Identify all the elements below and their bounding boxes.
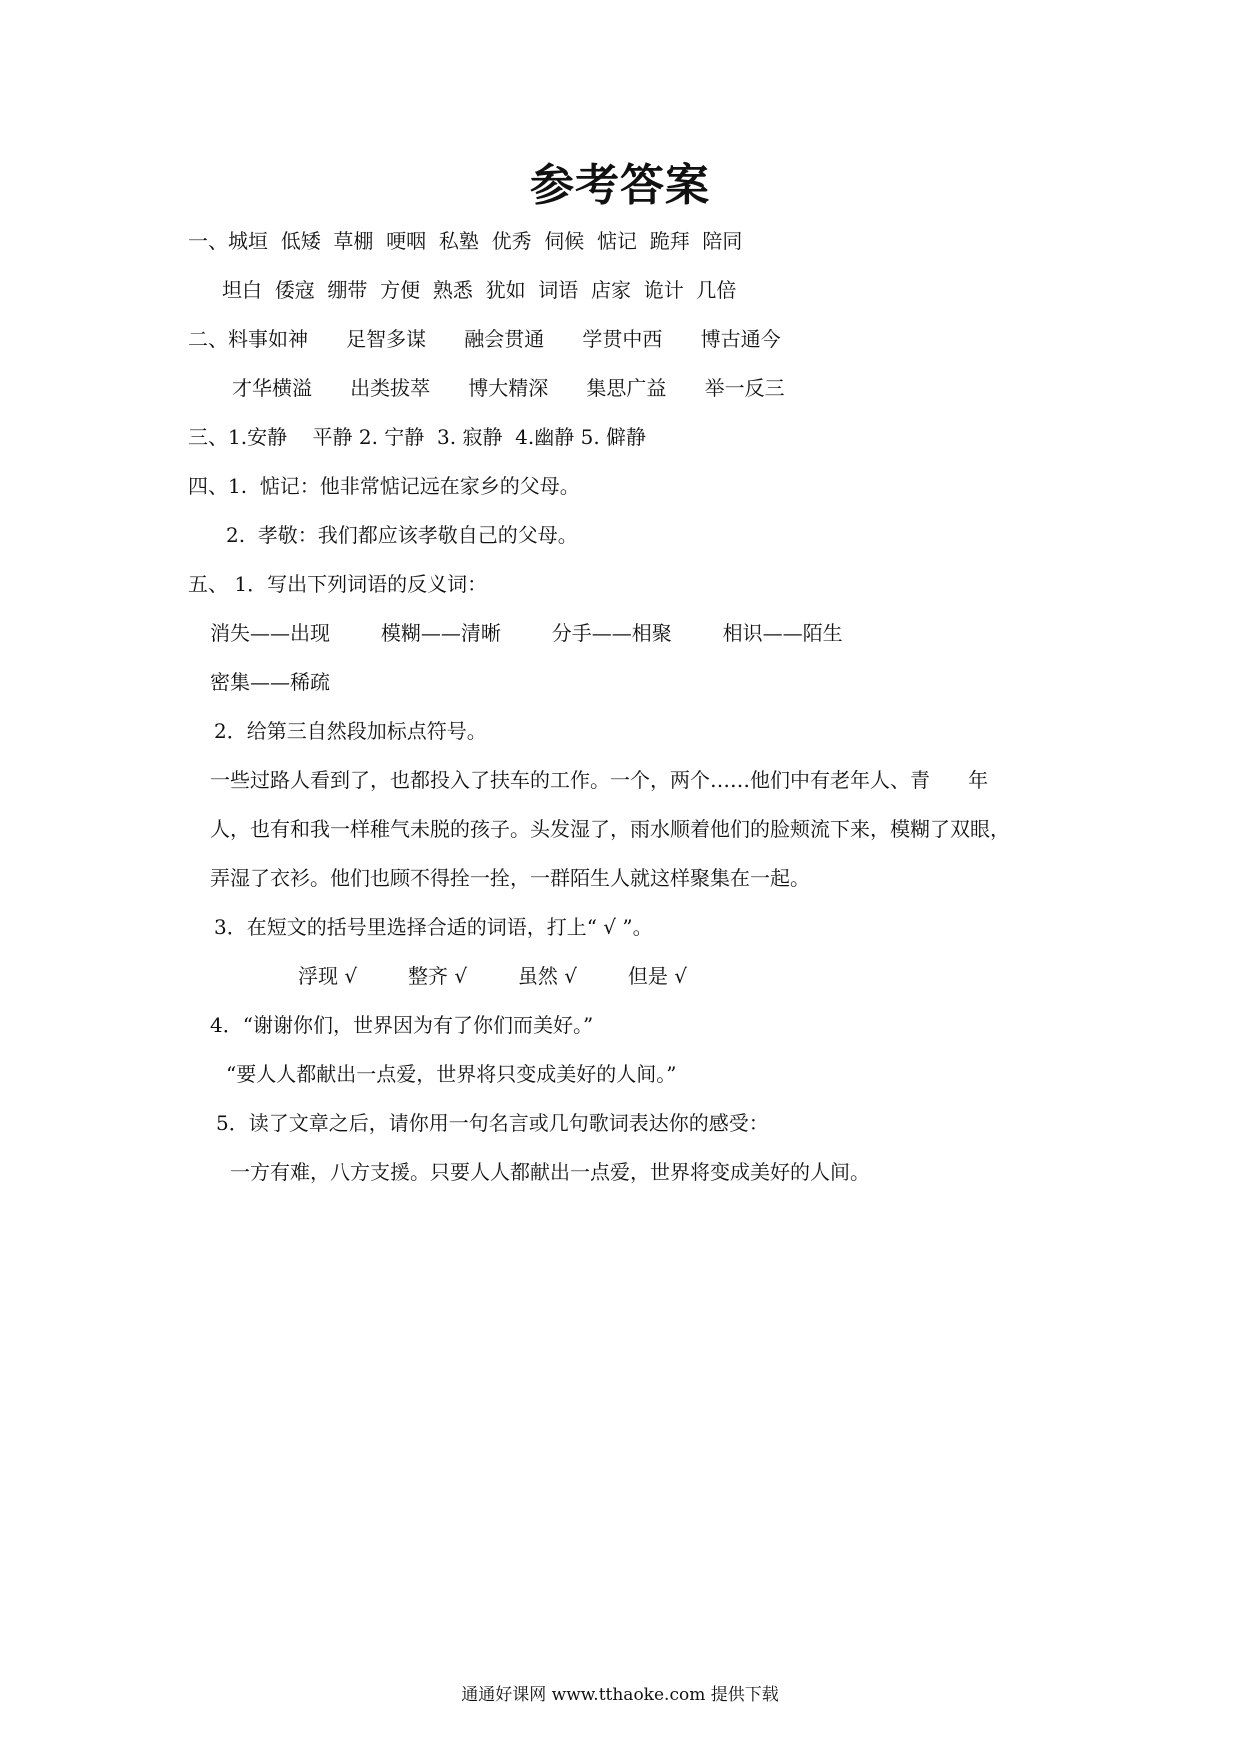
paragraph-line-1: 一些过路人看到了，也都投入了扶车的工作。一个，两个……他们中有老年人、青 年 — [210, 768, 989, 792]
section-2-line-1: 二、料事如神 足智多谋 融会贯通 学贯中西 博古通今 — [188, 327, 781, 351]
section-5-item-5-answer: 一方有难，八方支援。只要人人都献出一点爱，世界将变成美好的人间。 — [230, 1160, 870, 1184]
paragraph-line-2: 人，也有和我一样稚气未脱的孩子。头发湿了，雨水顺着他们的脸颊流下来，模糊了双眼， — [210, 817, 1010, 841]
section-1-line-1: 一、城垣 低矮 草棚 哽咽 私塾 优秀 伺候 惦记 跪拜 陪同 — [188, 229, 743, 253]
section-5-item-3-heading: 3．在短文的括号里选择合适的词语，打上“ √ ”。 — [214, 915, 653, 939]
section-2-line-2: 才华横溢 出类拔萃 博大精深 集思广益 举一反三 — [232, 376, 785, 400]
antonym-line-1: 消失——出现 模糊——清晰 分手——相聚 相识——陌生 — [210, 621, 843, 645]
word-choice-answers: 浮现 √ 整齐 √ 虽然 √ 但是 √ — [298, 964, 687, 988]
section-5-item-5-heading: 5．读了文章之后，请你用一句名言或几句歌词表达你的感受： — [216, 1111, 769, 1135]
antonym-line-2: 密集——稀疏 — [210, 670, 330, 694]
footer-credit: 通通好课网 www.tthaoke.com 提供下载 — [461, 1685, 779, 1705]
paragraph-line-3: 弄湿了衣衫。他们也顾不得拴一拴，一群陌生人就这样聚集在一起。 — [210, 866, 810, 890]
section-1-line-2: 坦白 倭寇 绷带 方便 熟悉 犹如 词语 店家 诡计 几倍 — [222, 278, 737, 302]
section-5-item-2-heading: 2．给第三自然段加标点符号。 — [214, 719, 487, 743]
section-3-line: 三、1.安静 平静 2. 宁静 3. 寂静 4.幽静 5. 僻静 — [188, 425, 647, 449]
section-5-item-4-line-2: “要人人都献出一点爱，世界将只变成美好的人间。” — [226, 1062, 677, 1086]
section-4-item-2: 2. 孝敬：我们都应该孝敬自己的父母。 — [226, 523, 578, 547]
section-5-item-1-heading: 五、 1．写出下列词语的反义词： — [188, 572, 488, 596]
section-5-item-4-line-1: 4．“谢谢你们，世界因为有了你们而美好。” — [210, 1013, 594, 1037]
section-4-item-1: 四、1. 惦记：他非常惦记远在家乡的父母。 — [188, 474, 580, 498]
page-title: 参考答案 — [530, 160, 710, 211]
